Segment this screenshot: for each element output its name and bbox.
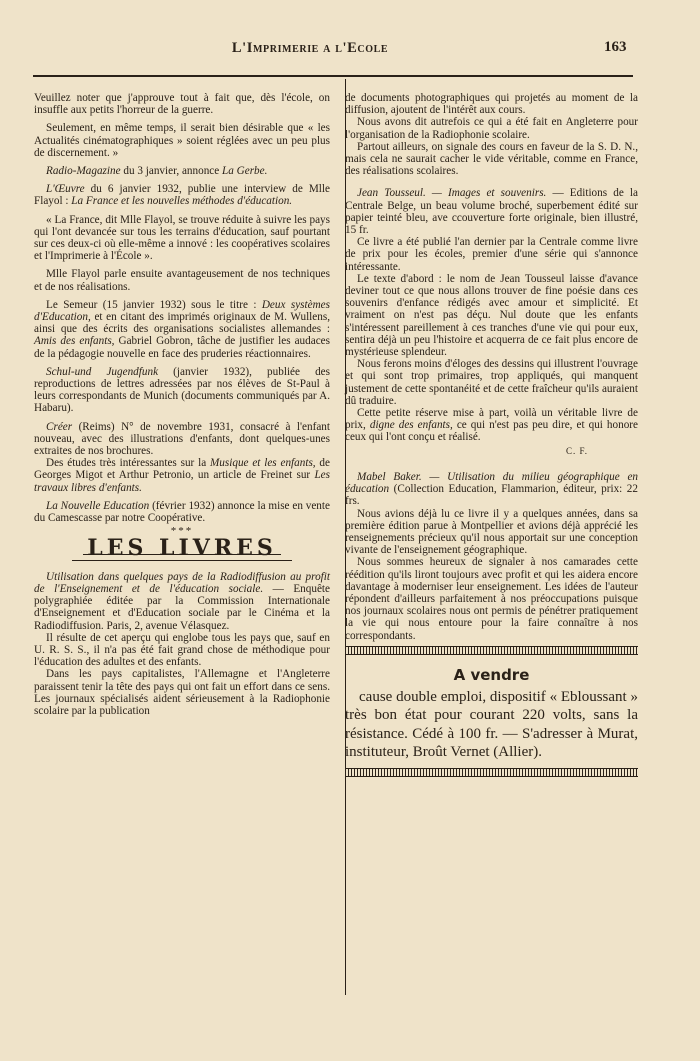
right-paragraph: Le texte d'abord : le nom de Jean Tousseul laisse d'avance deviner tout ce que nous allons trouver de fine poésie dans ces souvenirs d'enfance rédigés avec amour et simplicité. Et vraiment on n'est pas déçu. Nul doute que les enfants s'intéressent pareillement à ces tranches d'une vie qui pour eux, sentira déjà un peu l'histoire et acquerra de ce fait plus encore de mystérieuse splendeur. bbox=[345, 272, 638, 359]
right-paragraph: Nous avions déjà lu ce livre il y a quelques années, dans sa première édition parue à Montpellier et avions déjà apprécié les renseignements précieux qu'il nous apportait sur une conception vivante de l'enseignement géographique. bbox=[345, 507, 638, 557]
right-paragraph: Nous sommes heureux de signaler à nos camarades cette réédition qu'ils liront toujours avec profit et qui les aidera encore davantage à moderniser leur enseignement. Les idées de l'auteur répondent d'ailleurs parfaitement à nos préoccupations puisque nos journaux scolaires nous ont permis de pénétrer pratiquement la vie qui nous entoure pour la faire connaître à nos correspondants. bbox=[345, 556, 638, 642]
book-review-entry: Utilisation dans quelques pays de la Radiodiffusion au profit de l'Enseignement et de l'éducation sociale. — Enquête polygraphiée éditée par la Commission Internationale d'Enseignement et d'Education sociale par le Cinéma et la Radiodiffusion. Paris, 2, avenue Vélasquez. bbox=[34, 570, 330, 632]
schulfunk-note: Schul-und Jugendfunk (janvier 1932), publiée des reproductions de lettres adressées par nos élèves de St-Paul à leurs correspondants de Munich (documents communiqués par A. Habaru). bbox=[34, 365, 330, 415]
book-review-entry: Jean Tousseul. — Images et souvenirs. — Editions de la Centrale Belge, un beau volume broché, superbement édité sur papier teinté bleu, ave ccouverture forte originale, bien illustré, 15 fr. bbox=[345, 187, 638, 237]
musique-note: Des études très intéressantes sur la Musique et les enfants, de Georges Migot et Arthur Petronio, un article de Freinet sur Les travaux libres d'enfants. bbox=[34, 457, 330, 494]
right-paragraph: Nous ferons moins d'éloges des dessins qui illustrent l'ouvrage et qui sont trop primaires, trop appliqués, qui manquent justement de cette spontanéité et de cette fraîcheur qu'ils auraient dû traduire. bbox=[345, 358, 638, 407]
review-signature: C. F. bbox=[565, 445, 588, 456]
right-paragraph: Ce livre a été publié l'an dernier par la Centrale comme livre de prix pour les écoles, premier d'une série qui s'annonce intéressante. bbox=[345, 236, 638, 273]
section-heading: LES LIVRES bbox=[34, 542, 330, 558]
left-column bbox=[34, 92, 330, 723]
page-number: 163 bbox=[604, 39, 627, 55]
creer-note: Créer (Reims) N° de novembre 1931, consacré à l'enfant nouveau, avec des illustrations d'enfants, dont quelques-unes extraites de nos brochures. bbox=[34, 420, 330, 458]
left-paragraph: Seulement, en même temps, il serait bien désirable que « les Actualités cinématographiques » soient réglées avec un peu plus de discernement. » bbox=[34, 122, 330, 159]
book-review-entry: Mabel Baker. — Utilisation du milieu géographique en éducation (Collection Education, Flammarion, éditeur, prix: 22 frs. bbox=[345, 470, 638, 508]
radio-magazine-note: Radio-Magazine du 3 janvier, annonce La Gerbe. bbox=[46, 165, 268, 178]
left-paragraph: Mlle Flayol parle ensuite avantageusement de nos techniques et de nos réalisations. bbox=[34, 268, 330, 293]
nouvelle-education-note: La Nouvelle Education (février 1932) annonce la mise en vente du Camescasse par notre Coopérative. bbox=[34, 499, 330, 525]
running-header-title: L'Imprimerie a l'Ecole bbox=[231, 40, 389, 56]
section-separator: *** bbox=[170, 525, 194, 538]
right-column bbox=[345, 92, 638, 779]
left-paragraph: Il résulte de cet aperçu qui englobe tous les pays que, sauf en U. R. S. S., il n'a pas été fait grand chose de méthodique pour l'éducation des adultes et des enfants. bbox=[34, 631, 330, 669]
right-paragraph: de documents photographiques qui projetés au moment de la diffusion, ajoutent de l'intérêt aux cours. bbox=[345, 92, 638, 117]
ad-bottom-border bbox=[345, 768, 638, 777]
right-paragraph: Partout ailleurs, on signale des cours en faveur de la S. D. N., mais cela ne saurait cacher le vide véritable, comme en France, des réalisations scolaires. bbox=[345, 140, 638, 178]
right-paragraph: Nous avons dit autrefois ce qui a été fait en Angleterre pour l'organisation de la Radiophonie scolaire. bbox=[345, 116, 638, 141]
ad-top-border bbox=[345, 646, 638, 655]
left-paragraph: « La France, dit Mlle Flayol, se trouve réduite à suivre les pays qui l'ont devancée sur tous les terrains d'éducation, sauf pourtant sur ces deux-ci où elle-même a innové : les coopératives scolaires et l'Imprimerie à l'École ». bbox=[34, 213, 330, 263]
ad-title: A vendre bbox=[453, 665, 530, 684]
oeuvre-note: L'Œuvre du 6 janvier 1932, publie une interview de Mlle Flayol : La France et les nouvelles méthodes d'éducation. bbox=[34, 183, 330, 208]
left-paragraph: Dans les pays capitalistes, l'Allemagne et l'Angleterre paraissent tenir la tête des pays qui ont fait un effort dans ce sens. Les journaux spécialisés aident sérieusement à la Radiophonie scolaire par la publication bbox=[34, 668, 330, 717]
right-paragraph: Cette petite réserve mise à part, voilà un véritable livre de prix, digne des enfants, ce qui n'est pas peu dire, et qui honore ceux qui l'ont conçu et réalisé. bbox=[345, 407, 638, 444]
header-rule bbox=[33, 75, 633, 77]
left-paragraph: Veuillez noter que j'approuve tout à fait que, dès l'école, on insuffle aux petits l'horreur de la guerre. bbox=[34, 92, 330, 117]
semeur-note: Le Semeur (15 janvier 1932) sous le titre : Deux systèmes d'Education, et en citant des imprimés originaux de M. Wullens, ainsi que des écrits des organisations socialistes allemandes : Amis des enfants, Gabriel Gobron, tâche de justifier les audaces de la pédagogie nouvelle en face des pruderies réactionnaires. bbox=[34, 298, 331, 360]
ad-text: cause double emploi, dispositif « Ebloussant » très bon état pour courant 220 volts, sans la résistance. Cédé à 100 fr. — S'adresser à Murat, instituteur, Broût Vernet (Allier). bbox=[345, 688, 638, 761]
